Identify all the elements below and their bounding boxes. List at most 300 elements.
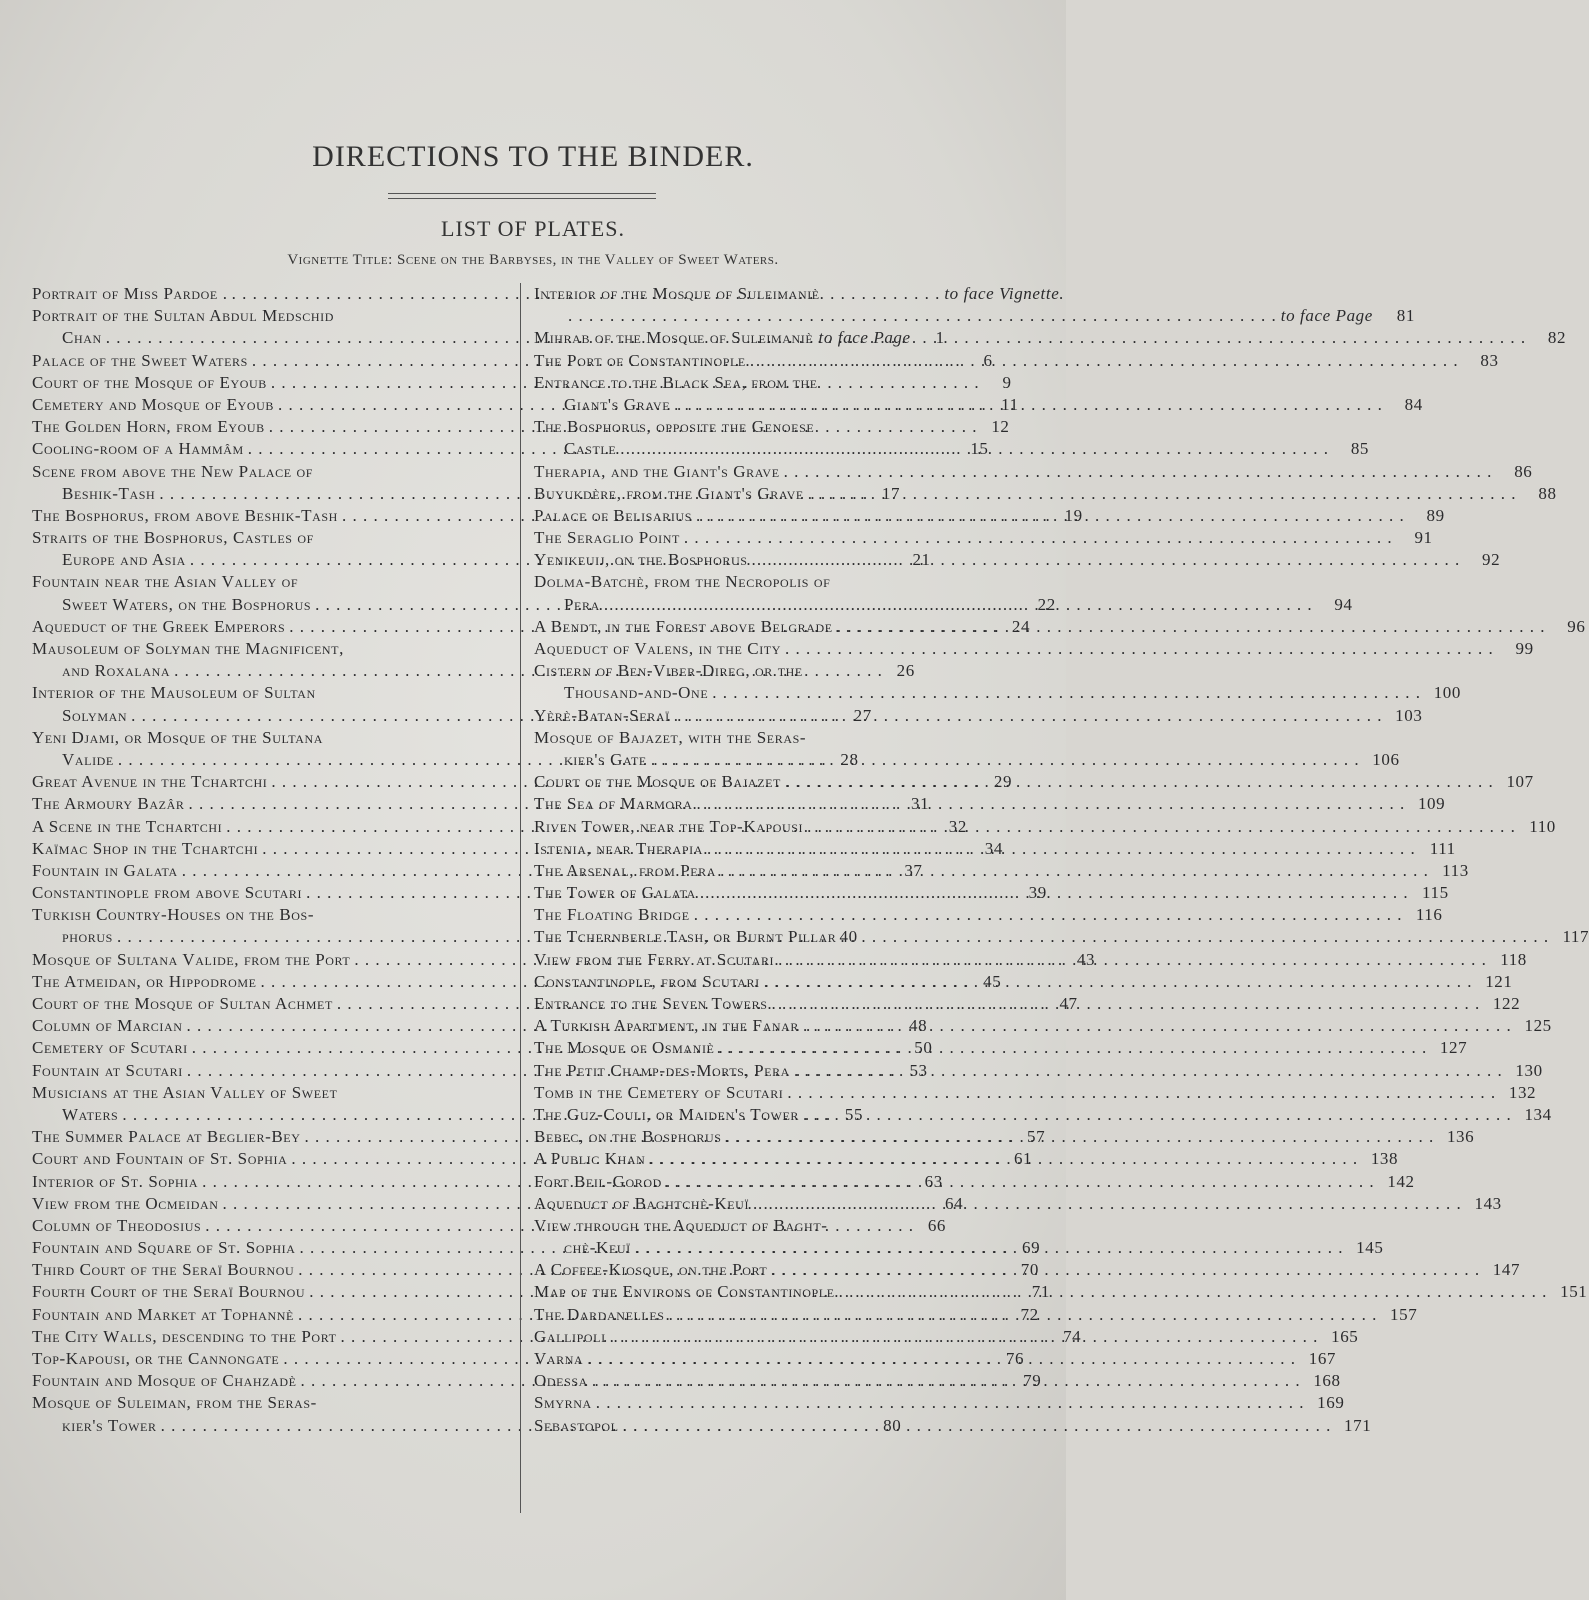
leader-dots: [785, 638, 1494, 660]
plate-title: Court of the Mosque of Sultan Achmet: [32, 994, 333, 1013]
plate-entry: [534, 793, 1446, 815]
plate-page-number: 142: [1387, 1171, 1415, 1191]
plate-entry-line: [534, 749, 1400, 771]
leader-dots: [694, 904, 1403, 926]
plate-page-number: 19: [1064, 505, 1083, 525]
plate-title: Fort Beil-Gorod: [534, 1171, 662, 1191]
plate-title: Interior of the Mosque of Suleimaniè: [534, 284, 820, 303]
plate-title: Entrance to the Seven Towers: [534, 994, 768, 1013]
plate-page-number: 143: [1474, 1193, 1502, 1213]
plate-page-number: 147: [1492, 1260, 1521, 1280]
plate-entry: [534, 904, 1443, 926]
plate-entry: [534, 838, 1456, 860]
leader-dots: [604, 594, 1313, 616]
plate-title: Sweet Waters, on the Bosphorus: [62, 594, 312, 614]
plate-entry: [534, 327, 1567, 349]
plate-entry-line: [32, 1392, 502, 1414]
plate-page-number: 165: [1331, 1326, 1359, 1346]
plate-page-number: 122: [1492, 994, 1521, 1013]
plate-page-number: 125: [1524, 1016, 1552, 1036]
plate-entry-line: [534, 1392, 1345, 1414]
plate-title: Fountain at Scutari: [32, 1060, 183, 1080]
plate-title: The Bosphorus, opposite the Genoese: [534, 417, 815, 437]
leader-dots: [771, 1259, 1480, 1281]
plate-title: Therapia, and the Giant's Grave: [534, 461, 780, 481]
plate-title: Waters: [62, 1104, 119, 1124]
plate-title: Yenikeuij, on the Bosphorus: [534, 550, 748, 570]
plate-page-number: 70: [1020, 1260, 1039, 1280]
plate-title: Yèrè-Batan-Seraï: [534, 705, 670, 725]
plate-page-number: 69: [1022, 1238, 1041, 1258]
plate-title: Cooling-room of a Hammâm: [32, 439, 244, 459]
plate-entry-line: [534, 438, 1370, 460]
plate-entry-line: [534, 1193, 1502, 1215]
leader-dots: [674, 705, 1383, 727]
plate-page-number: 106: [1372, 749, 1400, 769]
page-title: DIRECTIONS TO THE BINDER.: [312, 140, 754, 173]
plate-page-number: 86: [1514, 461, 1533, 481]
plate-title: A Scene in the Tchartchi: [32, 816, 223, 836]
plate-title: Valide: [62, 749, 114, 769]
plate-title: Odessa: [534, 1371, 588, 1391]
plate-entry-line: [32, 727, 502, 749]
plate-page-number: 80: [883, 1415, 902, 1435]
leader-dots: [610, 1326, 1319, 1348]
plate-title: Mosque of Bajazet, with the Seras-: [534, 727, 807, 747]
leader-dots: [837, 616, 1546, 638]
plate-entry: [534, 705, 1423, 727]
plate-entry-line: [534, 416, 1012, 438]
leader-dots: [592, 1370, 1301, 1392]
plate-title: Europe and Asia: [62, 550, 186, 570]
plate-title: Mosque of Suleiman, from the Seras-: [32, 1393, 317, 1413]
plate-page-number: 66: [927, 1215, 947, 1235]
plate-page-number: 115: [1422, 883, 1449, 903]
plate-entry-line: [534, 838, 1456, 860]
leader-dots: [718, 1037, 1427, 1059]
vignette-title: Vignette Title: Scene on the Barbyses, in the Valley of Sweet Waters.: [287, 252, 779, 268]
plate-page-number: 50: [914, 1038, 933, 1058]
plate-title: Scene from above the New Palace of: [32, 461, 314, 481]
leader-dots: [784, 461, 1493, 483]
plate-placement-note: to face Vignette.: [944, 284, 1065, 303]
plate-page-number: 151: [1560, 1282, 1588, 1302]
plate-entry-line: [534, 638, 1534, 660]
plate-entry-line: [534, 705, 1423, 727]
plate-page-number: 117: [1562, 927, 1589, 947]
plate-page-number: 91: [1414, 528, 1433, 548]
plate-entry: [534, 1104, 1552, 1126]
plate-title: The Dardanelles: [534, 1304, 665, 1324]
plate-page-number: 107: [1506, 772, 1534, 792]
plate-page-number: 103: [1395, 705, 1423, 725]
plate-title: Third Court of the Seraï Bournou: [32, 1260, 295, 1280]
plate-entry-line: [534, 1104, 1552, 1126]
plate-entry: [534, 727, 1400, 771]
leader-dots: [620, 438, 1329, 460]
plate-title: Yeni Djami, or Mosque of the Sultana: [32, 727, 324, 747]
plate-title: Turkish Country-Houses on the Bos-: [32, 905, 315, 925]
leader-dots: [817, 327, 1526, 349]
plate-entry-line: [534, 926, 1589, 948]
plate-title: Aqueduct of Valens, in the City: [534, 639, 781, 658]
leader-dots: [697, 793, 1406, 815]
plate-entry: [534, 1037, 1468, 1059]
plate-title: The Summer Palace at Beglier-Bey: [32, 1127, 301, 1147]
leader-dots: [666, 1171, 1375, 1193]
plate-title: Mausoleum of Solyman the Magnificent,: [32, 639, 344, 658]
plate-title: Kaïmac Shop in the Tchartchi: [32, 838, 259, 858]
plate-page-number: 92: [1482, 550, 1501, 570]
plate-title: A Public Khan: [534, 1149, 646, 1169]
plate-page-number: 29: [993, 772, 1013, 792]
plate-entry: [534, 350, 1499, 372]
plate-title: Column of Marcian: [32, 1016, 183, 1036]
plate-entry-line: [534, 1415, 1372, 1437]
plate-title: Tomb in the Cemetery of Scutari: [534, 1082, 784, 1102]
plate-page-number: 88: [1538, 483, 1557, 503]
plate-page-number: 167: [1308, 1349, 1337, 1368]
plate-entry: [534, 372, 1423, 416]
plate-title: Castle: [564, 439, 617, 459]
plate-title: Top-Kapousi, or the Cannongate: [32, 1349, 280, 1368]
plate-title: Musicians at the Asian Valley of Sweet: [32, 1082, 338, 1102]
plate-title: Gallipoli: [534, 1326, 606, 1346]
leader-dots: [771, 993, 1480, 1015]
plate-title: Constantinople, from Scutari: [534, 971, 760, 991]
plate-entry: [534, 660, 1461, 704]
plate-title: The Armoury Bazâr: [32, 794, 185, 814]
plate-entry-line: [32, 904, 502, 926]
plate-page-number: 71: [1031, 1282, 1050, 1302]
leader-dots: [651, 749, 1360, 771]
plate-entry-line: [534, 682, 1461, 704]
plate-entry: [534, 527, 1433, 549]
plate-entry-line: [534, 1082, 1537, 1104]
plate-title: View through the Aqueduct of Baght-: [534, 1215, 828, 1235]
plate-title: Istenia, near Therapia: [534, 838, 704, 858]
leader-dots: [840, 926, 1549, 948]
plate-page-number: 24: [1011, 616, 1031, 636]
plate-page-number: 61: [1013, 1149, 1033, 1169]
plate-page-number: 32: [948, 816, 967, 836]
plate-entry-line: [534, 971, 1513, 993]
leader-dots: [669, 1304, 1378, 1326]
plate-title: Map of the Environs of Constantinople: [534, 1282, 835, 1302]
leader-dots: [684, 527, 1393, 549]
list-title: LIST OF PLATES.: [441, 216, 625, 241]
plate-title: The Bosphorus, from above Beshik-Tash: [32, 505, 338, 525]
plate-entry-line: [534, 327, 1567, 349]
plate-entry-line: [534, 305, 1415, 327]
plate-title: The Arsenal, from Pera: [534, 860, 717, 880]
leader-dots: [803, 1104, 1512, 1126]
plate-title: Pera: [564, 594, 600, 614]
plate-entry-line: [534, 771, 1534, 793]
plate-entry-line: [32, 527, 502, 549]
plate-title: The Golden Horn, from Eyoub: [32, 417, 265, 437]
plate-page-number: 84: [1404, 394, 1423, 414]
plate-title: The Floating Bridge: [534, 905, 690, 925]
plate-entry: [534, 638, 1534, 660]
plate-entry: [534, 416, 1370, 460]
plate-title: The Tower of Galata: [534, 883, 696, 903]
plate-page-number: 74: [1063, 1326, 1082, 1346]
plate-entry-line: [534, 1037, 1468, 1059]
plate-page-number: 113: [1442, 860, 1469, 880]
plate-entry: [534, 816, 1556, 838]
plate-page-number: 9: [1002, 372, 1012, 392]
plate-title: View from the Ferry at Scutari: [534, 949, 775, 969]
plate-page-number: 31: [911, 794, 930, 814]
plate-title: View from the Ocmeidan: [32, 1193, 219, 1213]
plate-page-number: 64: [945, 1193, 964, 1213]
plate-page-number: 48: [909, 1016, 928, 1036]
plate-page-number: 76: [1005, 1349, 1025, 1368]
plate-page-number: 57: [1027, 1127, 1046, 1147]
plate-entry-line: [534, 394, 1423, 416]
leader-dots: [696, 505, 1405, 527]
plate-page-number: 94: [1334, 594, 1353, 614]
plate-entry-line: [32, 571, 502, 593]
plate-page-number: 110: [1529, 816, 1556, 836]
plate-title: The Port of Constantinople: [534, 350, 746, 370]
plate-entry-line: [534, 816, 1556, 838]
plate-title: A Bendt, in the Forest above Belgrade: [534, 616, 833, 636]
plate-entry-line: [534, 571, 1012, 593]
plate-title: The Sea of Marmora: [534, 794, 693, 814]
plate-title: Fountain and Market at Tophannè: [32, 1304, 294, 1324]
plate-page-number: 130: [1515, 1060, 1543, 1080]
plate-entry: [534, 1060, 1543, 1082]
leader-dots: [726, 1126, 1435, 1148]
leader-dots: [587, 1348, 1296, 1370]
plate-entry-line: [534, 1060, 1543, 1082]
plate-title: Great Avenue in the Tchartchi: [32, 772, 268, 792]
plate-title: Aqueduct of Baghtchè-Keuï: [534, 1193, 750, 1213]
plate-title: chè-Keuï: [564, 1238, 631, 1258]
leader-dots: [787, 1082, 1496, 1104]
plate-page-number: 26: [896, 661, 915, 681]
plate-entry: [534, 926, 1589, 948]
plate-page-number: 157: [1390, 1304, 1418, 1324]
plate-title: Buyukdère, from the Giant's Grave: [534, 483, 804, 503]
plate-entry: [534, 483, 1557, 505]
plate-title: Mihrab of the Mosque of Suleimaniè: [534, 328, 814, 348]
plate-page-number: 136: [1446, 1127, 1475, 1147]
plate-page-number: 81: [1396, 306, 1415, 326]
plate-page-number: 82: [1547, 328, 1567, 348]
leader-dots: [712, 682, 1421, 704]
plate-page-number: 40: [839, 927, 858, 947]
plate-page-number: 127: [1439, 1038, 1468, 1058]
plate-title: Column of Theodosius: [32, 1215, 202, 1235]
plate-placement-note: to face Page: [818, 328, 911, 348]
plate-entry-line: [534, 1171, 1415, 1193]
plate-entry: [534, 549, 1501, 571]
leader-dots: [839, 1281, 1548, 1303]
column-divider: [520, 283, 521, 1513]
leader-dots: [753, 1193, 1462, 1215]
plate-page-number: 145: [1356, 1238, 1384, 1258]
plate-entry-line: [534, 1015, 1552, 1037]
leader-dots: [623, 1415, 1332, 1437]
plate-title: Chan: [62, 328, 102, 348]
plate-page-number: 22: [1037, 594, 1056, 614]
plate-page-number: 6: [983, 350, 993, 370]
plate-title: The Seraglio Point: [534, 528, 680, 548]
plate-page-number: 100: [1433, 683, 1461, 703]
plate-entry-line: [534, 283, 1012, 305]
plate-page-number: 34: [984, 838, 1003, 858]
plate-entry-line: [534, 793, 1446, 815]
plate-page-number: 11: [1001, 394, 1019, 414]
plate-entry: [534, 1171, 1415, 1193]
leader-dots: [807, 816, 1516, 838]
plate-page-number: 168: [1313, 1371, 1341, 1391]
plate-title: The Tchernberle Tash, or Burnt Pillar: [534, 927, 837, 947]
plate-page-number: 55: [844, 1104, 864, 1124]
plate-title: Fountain and Mosque of Chahzadè: [32, 1371, 297, 1391]
plate-title: Entrance to the Black Sea, from the: [534, 372, 818, 392]
plate-page-number: 83: [1480, 350, 1499, 370]
plate-page-number: 45: [983, 971, 1002, 991]
plate-title: Riven Tower, near the Top-Kapousi: [534, 816, 804, 836]
plate-entry: [534, 461, 1533, 483]
plate-entry-line: [32, 682, 502, 704]
plate-page-number: 118: [1500, 949, 1527, 969]
plate-page-number: 27: [853, 705, 872, 725]
plate-entry: [534, 1082, 1537, 1104]
plate-entry-line: [534, 372, 1012, 394]
leader-dots: [794, 1060, 1503, 1082]
plate-title: A Coffee-Kiosque, on the Port: [534, 1260, 768, 1280]
plate-title: Cemetery of Scutari: [32, 1038, 188, 1058]
plate-entry-line: [32, 461, 502, 483]
plate-entry: [534, 1415, 1372, 1437]
plate-title: Portrait of the Sultan Abdul Medschid: [32, 306, 335, 326]
plate-title: Court of the Mosque of Bajazet: [534, 772, 781, 792]
plate-page-number: 121: [1485, 971, 1513, 991]
plate-title: Interior of the Mausoleum of Sultan: [32, 683, 316, 703]
leader-dots: [635, 1237, 1344, 1259]
plate-entry: [534, 1193, 1502, 1215]
plate-entry: [534, 860, 1469, 882]
plate-entry-line: [534, 727, 1012, 749]
leader-dots: [785, 771, 1494, 793]
plate-title: Court of the Mosque of Eyoub: [32, 372, 267, 392]
plate-title: Bebec, on the Bosphorus: [534, 1127, 722, 1147]
plate-title: Sebastopol: [534, 1415, 619, 1435]
plate-title: Court and Fountain of St. Sophia: [32, 1149, 288, 1169]
plate-page-number: 79: [1023, 1371, 1042, 1391]
plate-title: Palace of Belisarius: [534, 505, 692, 525]
leader-dots: [649, 1148, 1358, 1170]
plate-page-number: 17: [881, 483, 901, 503]
plate-page-number: 85: [1350, 439, 1370, 459]
plate-page-number: 169: [1317, 1393, 1345, 1413]
plate-page-number: 111: [1429, 838, 1456, 858]
plate-title: Solyman: [62, 705, 128, 725]
plate-title: phorus: [62, 927, 113, 947]
plate-title: Straits of the Bosphorus, Castles of: [32, 528, 314, 548]
ornamental-rule: [388, 193, 656, 199]
plate-page-number: 132: [1508, 1082, 1537, 1102]
plate-title: Portrait of Miss Pardoe .: [32, 284, 228, 303]
plate-page-number: 89: [1426, 505, 1445, 525]
plate-entry-line: [32, 638, 502, 660]
plate-entry-line: [534, 1215, 1012, 1237]
plate-entry-line: [32, 1082, 502, 1104]
plate-title: Fountain in Galata: [32, 860, 178, 880]
plate-page-number: 72: [1020, 1304, 1039, 1324]
plate-entry-line: [534, 527, 1433, 549]
plate-entry-line: [534, 483, 1557, 505]
plate-page-number: 15: [970, 439, 989, 459]
leader-dots: [778, 949, 1487, 971]
plate-title: Constantinople from above Scutari: [32, 883, 303, 903]
plate-page-number: 109: [1417, 794, 1446, 814]
plate-title: Aqueduct of the Greek Emperors: [32, 616, 286, 636]
plate-title: The Petit Champ-des-Morts, Pera: [534, 1060, 790, 1080]
plate-title: The Guz-Couli, or Maiden's Tower: [534, 1104, 800, 1124]
plate-title: Fountain and Square of St. Sophia: [32, 1238, 296, 1258]
plate-title: Beshik-Tash: [62, 483, 156, 503]
leader-dots: [751, 549, 1460, 571]
plate-title: Fountain near the Asian Valley of: [32, 572, 299, 592]
leader-dots: [750, 350, 1459, 372]
plate-title: The City Walls, descending to the Port: [32, 1326, 337, 1346]
plate-page-number: 43: [1076, 949, 1096, 969]
plate-title: Cemetery and Mosque of Eyoub: [32, 394, 274, 414]
plate-page-number: 63: [924, 1171, 943, 1191]
plate-title: Palace of the Sweet Waters: [32, 350, 248, 370]
plate-title: A Turkish Apartment, in the Fanar: [534, 1016, 800, 1036]
plate-entry-line: [534, 461, 1533, 483]
plate-entry: [534, 1392, 1345, 1414]
plate-title: Thousand-and-One: [564, 683, 709, 703]
plate-entry: [534, 283, 1415, 327]
plate-placement-note: to face Page: [1280, 306, 1373, 326]
leader-dots: [808, 483, 1517, 505]
leader-dots: [596, 1392, 1305, 1414]
plate-title: Dolma-Batchè, from the Necropolis of: [534, 572, 831, 592]
plate-page-number: 138: [1370, 1149, 1399, 1169]
plate-entry: [534, 771, 1534, 793]
leader-dots: [803, 1015, 1512, 1037]
plate-page-number: 1: [935, 328, 945, 348]
plate-entry-line: [534, 660, 1012, 682]
plate-page-number: 171: [1344, 1415, 1372, 1435]
plate-title: Giant's Grave: [564, 394, 671, 414]
plate-title: Varna: [534, 1349, 584, 1368]
plate-page-number: 37: [904, 860, 923, 880]
plate-title: Interior of St. Sophia: [32, 1171, 199, 1191]
leader-dots: [720, 860, 1429, 882]
plate-page-number: 47: [1059, 994, 1078, 1013]
plate-entry-line: [534, 549, 1501, 571]
plate-page-number: 134: [1524, 1104, 1552, 1124]
plate-page-number: 99: [1515, 639, 1534, 658]
plate-page-number: 96: [1567, 616, 1586, 636]
leader-dots: [700, 882, 1409, 904]
plate-entry-line: [534, 904, 1443, 926]
plate-entry-line: [534, 860, 1469, 882]
plate-page-number: 28: [840, 749, 859, 769]
plate-title: Mosque of Sultana Valide, from the Port: [32, 949, 351, 969]
plate-page-number: 12: [991, 417, 1010, 437]
plate-entry: [534, 971, 1513, 993]
